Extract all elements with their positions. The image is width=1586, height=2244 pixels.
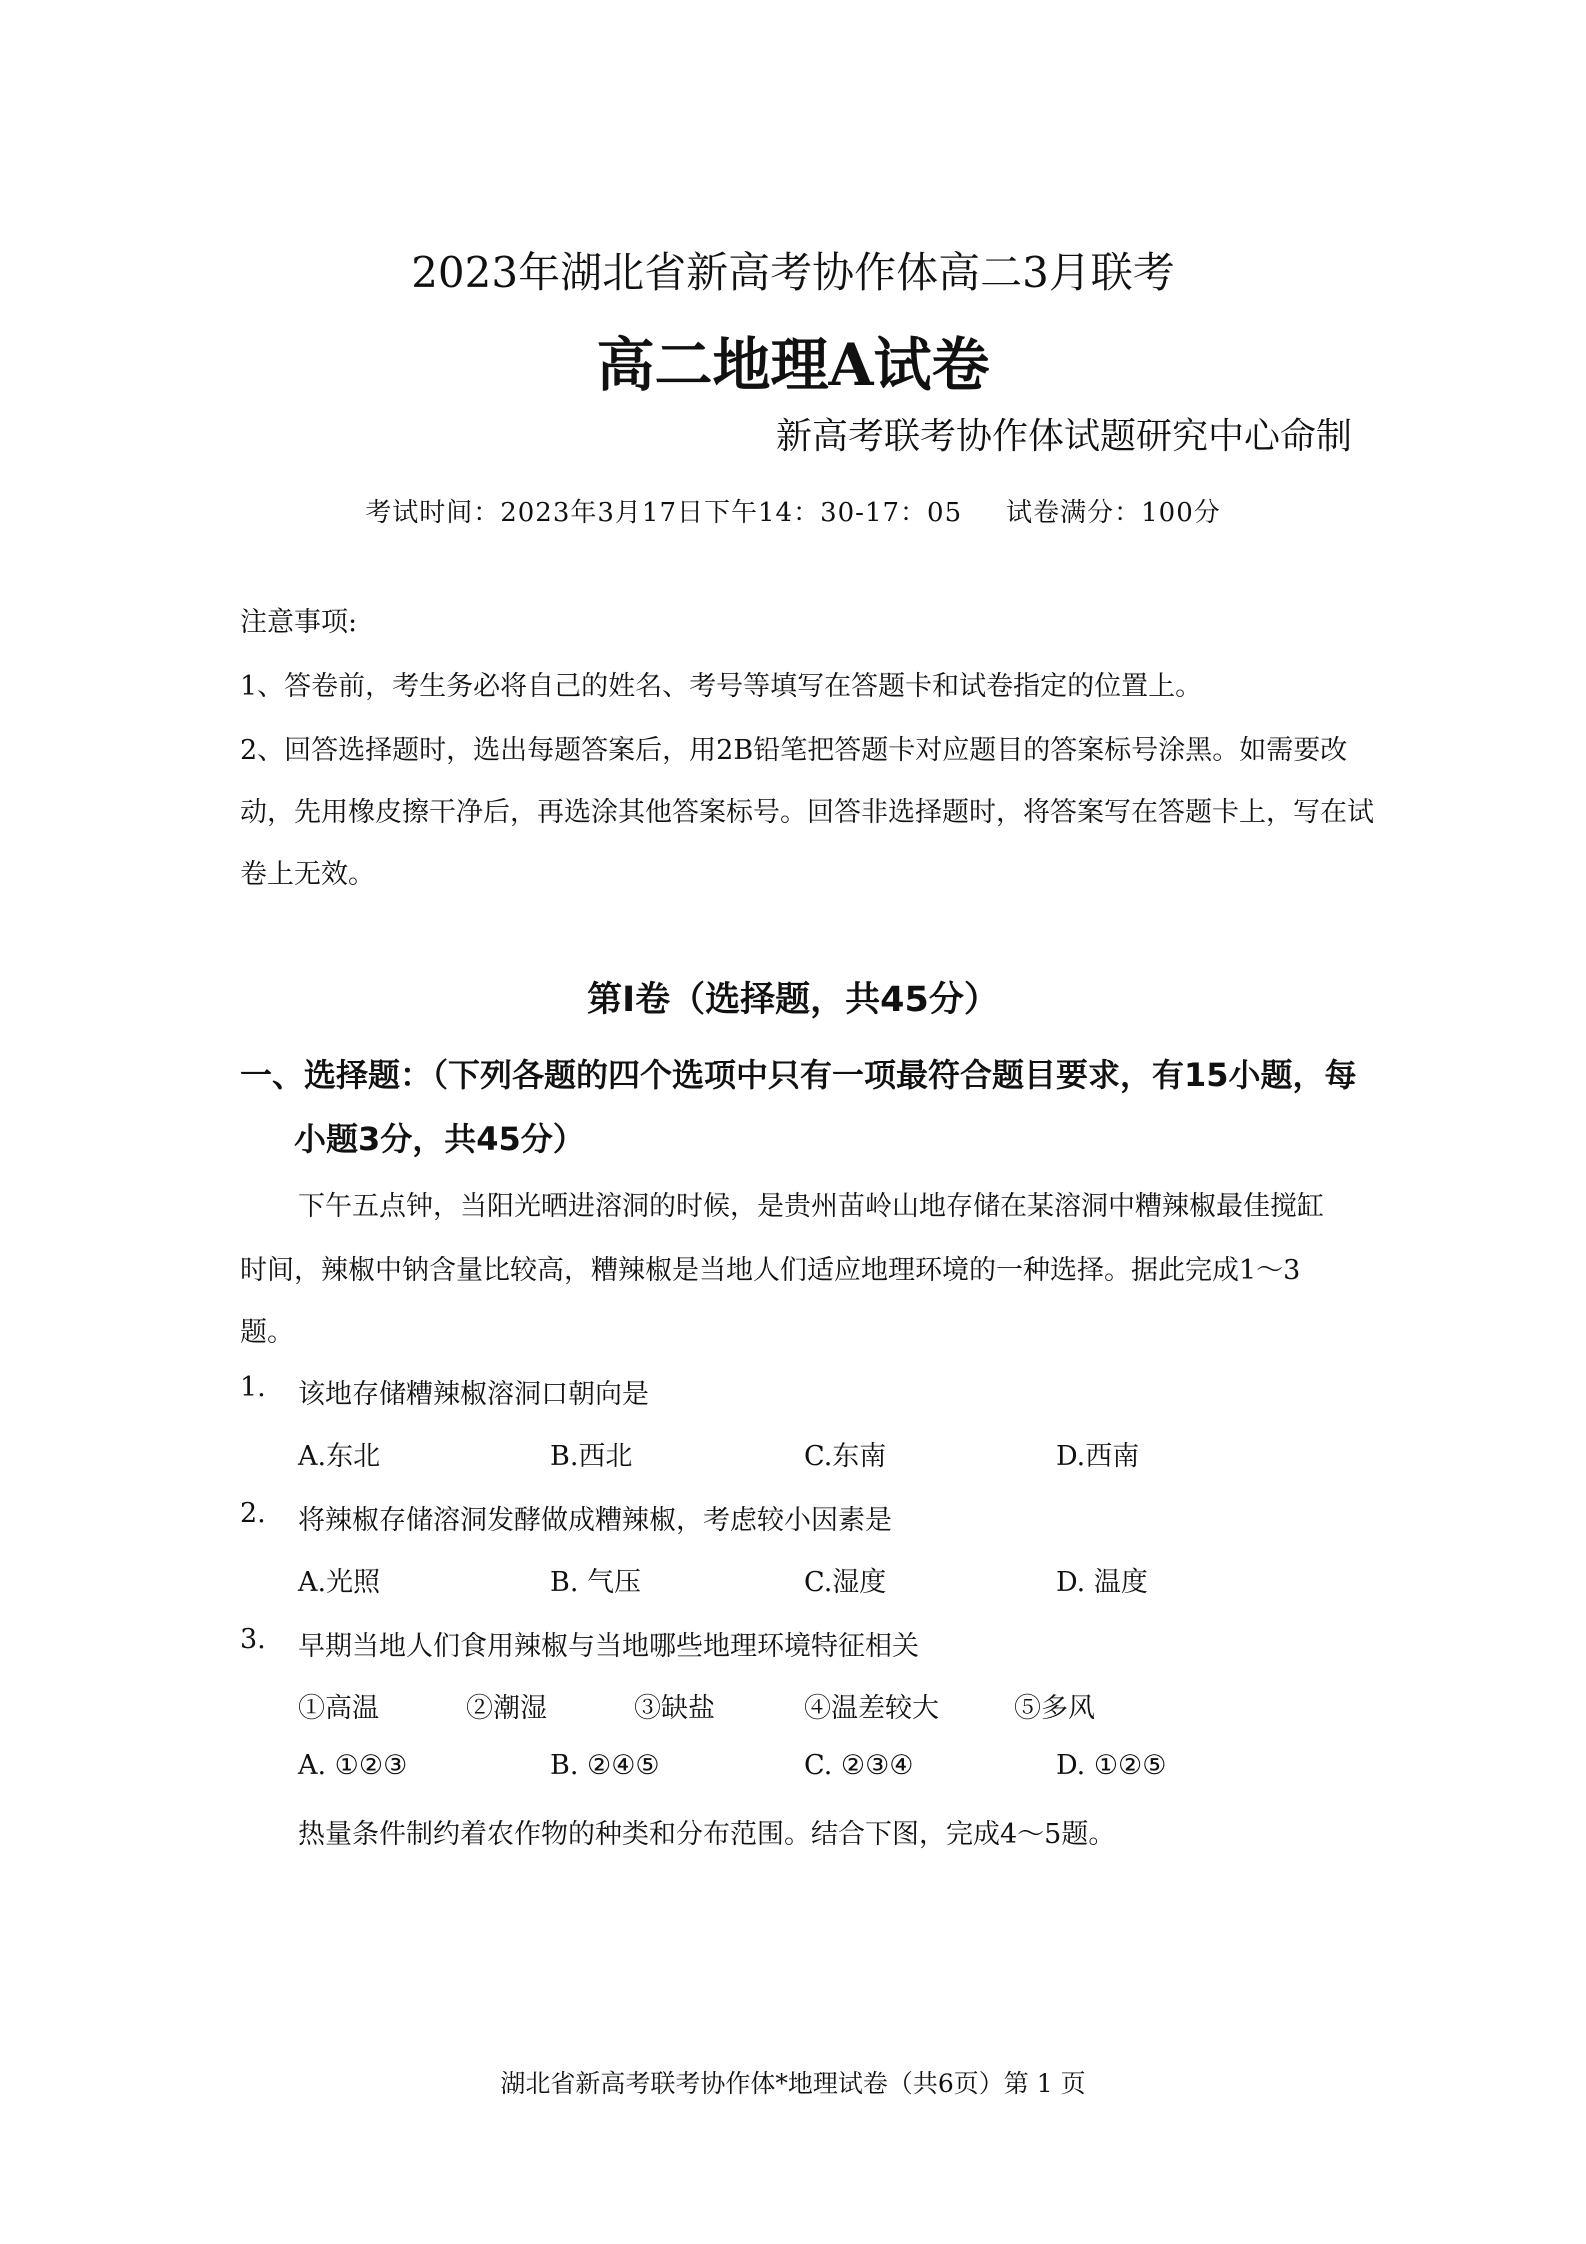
question-2-option-a: A.光照 — [298, 1567, 381, 1598]
question-1-option-a: A.东北 — [298, 1441, 381, 1472]
question-2-option-b: B. 气压 — [550, 1567, 642, 1598]
passage1-line1: 下午五点钟，当阳光晒进溶洞的时候，是贵州苗岭山地存储在某溶洞中糟辣椒最佳搅缸 — [298, 1191, 1324, 1222]
page-footer: 湖北省新高考联考协作体*地理试卷（共6页）第 1 页 — [500, 2069, 1086, 2098]
full-score: 试卷满分：100分 — [1006, 498, 1221, 528]
question-3-item-3: ③缺盐 — [634, 1693, 715, 1724]
notice-item-1: 1、答卷前，考生务必将自己的姓名、考号等填写在答题卡和试卷指定的位置上。 — [240, 671, 1203, 702]
notice-item-2-line3: 卷上无效。 — [240, 859, 375, 890]
passage1-line3: 题。 — [240, 1317, 294, 1348]
question-3-option-a: A. ①②③ — [298, 1750, 408, 1781]
exam-subtitle: 新高考联考协作体试题研究中心命制 — [775, 416, 1352, 457]
question-3-option-d: D. ①②⑤ — [1056, 1750, 1167, 1781]
question-2-option-c: C.湿度 — [804, 1567, 887, 1598]
question-3-stem: 早期当地人们食用辣椒与当地哪些地理环境特征相关 — [298, 1631, 919, 1662]
part-heading-line1: 一、选择题：（下列各题的四个选项中只有一项最符合题目要求，有15小题，每 — [240, 1056, 1357, 1094]
question-3-number: 3. — [240, 1624, 266, 1655]
question-3-option-c: C. ②③④ — [804, 1750, 914, 1781]
question-1-option-d: D.西南 — [1056, 1441, 1140, 1472]
question-3-item-4: ④温差较大 — [804, 1693, 939, 1724]
question-1-stem: 该地存储糟辣椒溶洞口朝向是 — [298, 1379, 649, 1410]
exam-title-line1: 2023年湖北省新高考协作体高二3月联考 — [411, 248, 1175, 297]
question-3-item-5: ⑤多风 — [1014, 1693, 1095, 1724]
passage1-line2: 时间，辣椒中钠含量比较高，糟辣椒是当地人们适应地理环境的一种选择。据此完成1～3 — [240, 1255, 1301, 1286]
passage2: 热量条件制约着农作物的种类和分布范围。结合下图，完成4～5题。 — [298, 1819, 1116, 1850]
exam-info — [0, 492, 1586, 529]
notice-item-2-line2: 动，先用橡皮擦干净后，再选涂其他答案标号。回答非选择题时，将答案写在答题卡上，写在试 — [240, 797, 1374, 828]
question-1-number: 1. — [240, 1372, 266, 1403]
question-3-item-2: ②潮湿 — [466, 1693, 547, 1724]
notice-item-2-line1: 2、回答选择题时，选出每题答案后，用2B铅笔把答题卡对应题目的答案标号涂黑。如需要改 — [240, 735, 1348, 766]
part-heading-line2: 小题3分，共45分） — [294, 1120, 585, 1158]
question-3-option-b: B. ②④⑤ — [550, 1750, 660, 1781]
question-3-item-1: ①高温 — [298, 1693, 379, 1724]
question-1-option-c: C.东南 — [804, 1441, 887, 1472]
question-2-stem: 将辣椒存储溶洞发酵做成糟辣椒，考虑较小因素是 — [298, 1505, 892, 1536]
question-2-number: 2. — [240, 1498, 266, 1529]
question-2-option-d: D. 温度 — [1056, 1567, 1148, 1598]
notice-heading: 注意事项: — [240, 607, 358, 638]
exam-title-line2: 高二地理A试卷 — [596, 331, 990, 399]
question-1-option-b: B.西北 — [550, 1441, 633, 1472]
section-title: 第Ⅰ卷（选择题，共45分） — [587, 980, 999, 1020]
exam-time: 考试时间：2023年3月17日下午14：30-17：05 — [365, 498, 963, 528]
